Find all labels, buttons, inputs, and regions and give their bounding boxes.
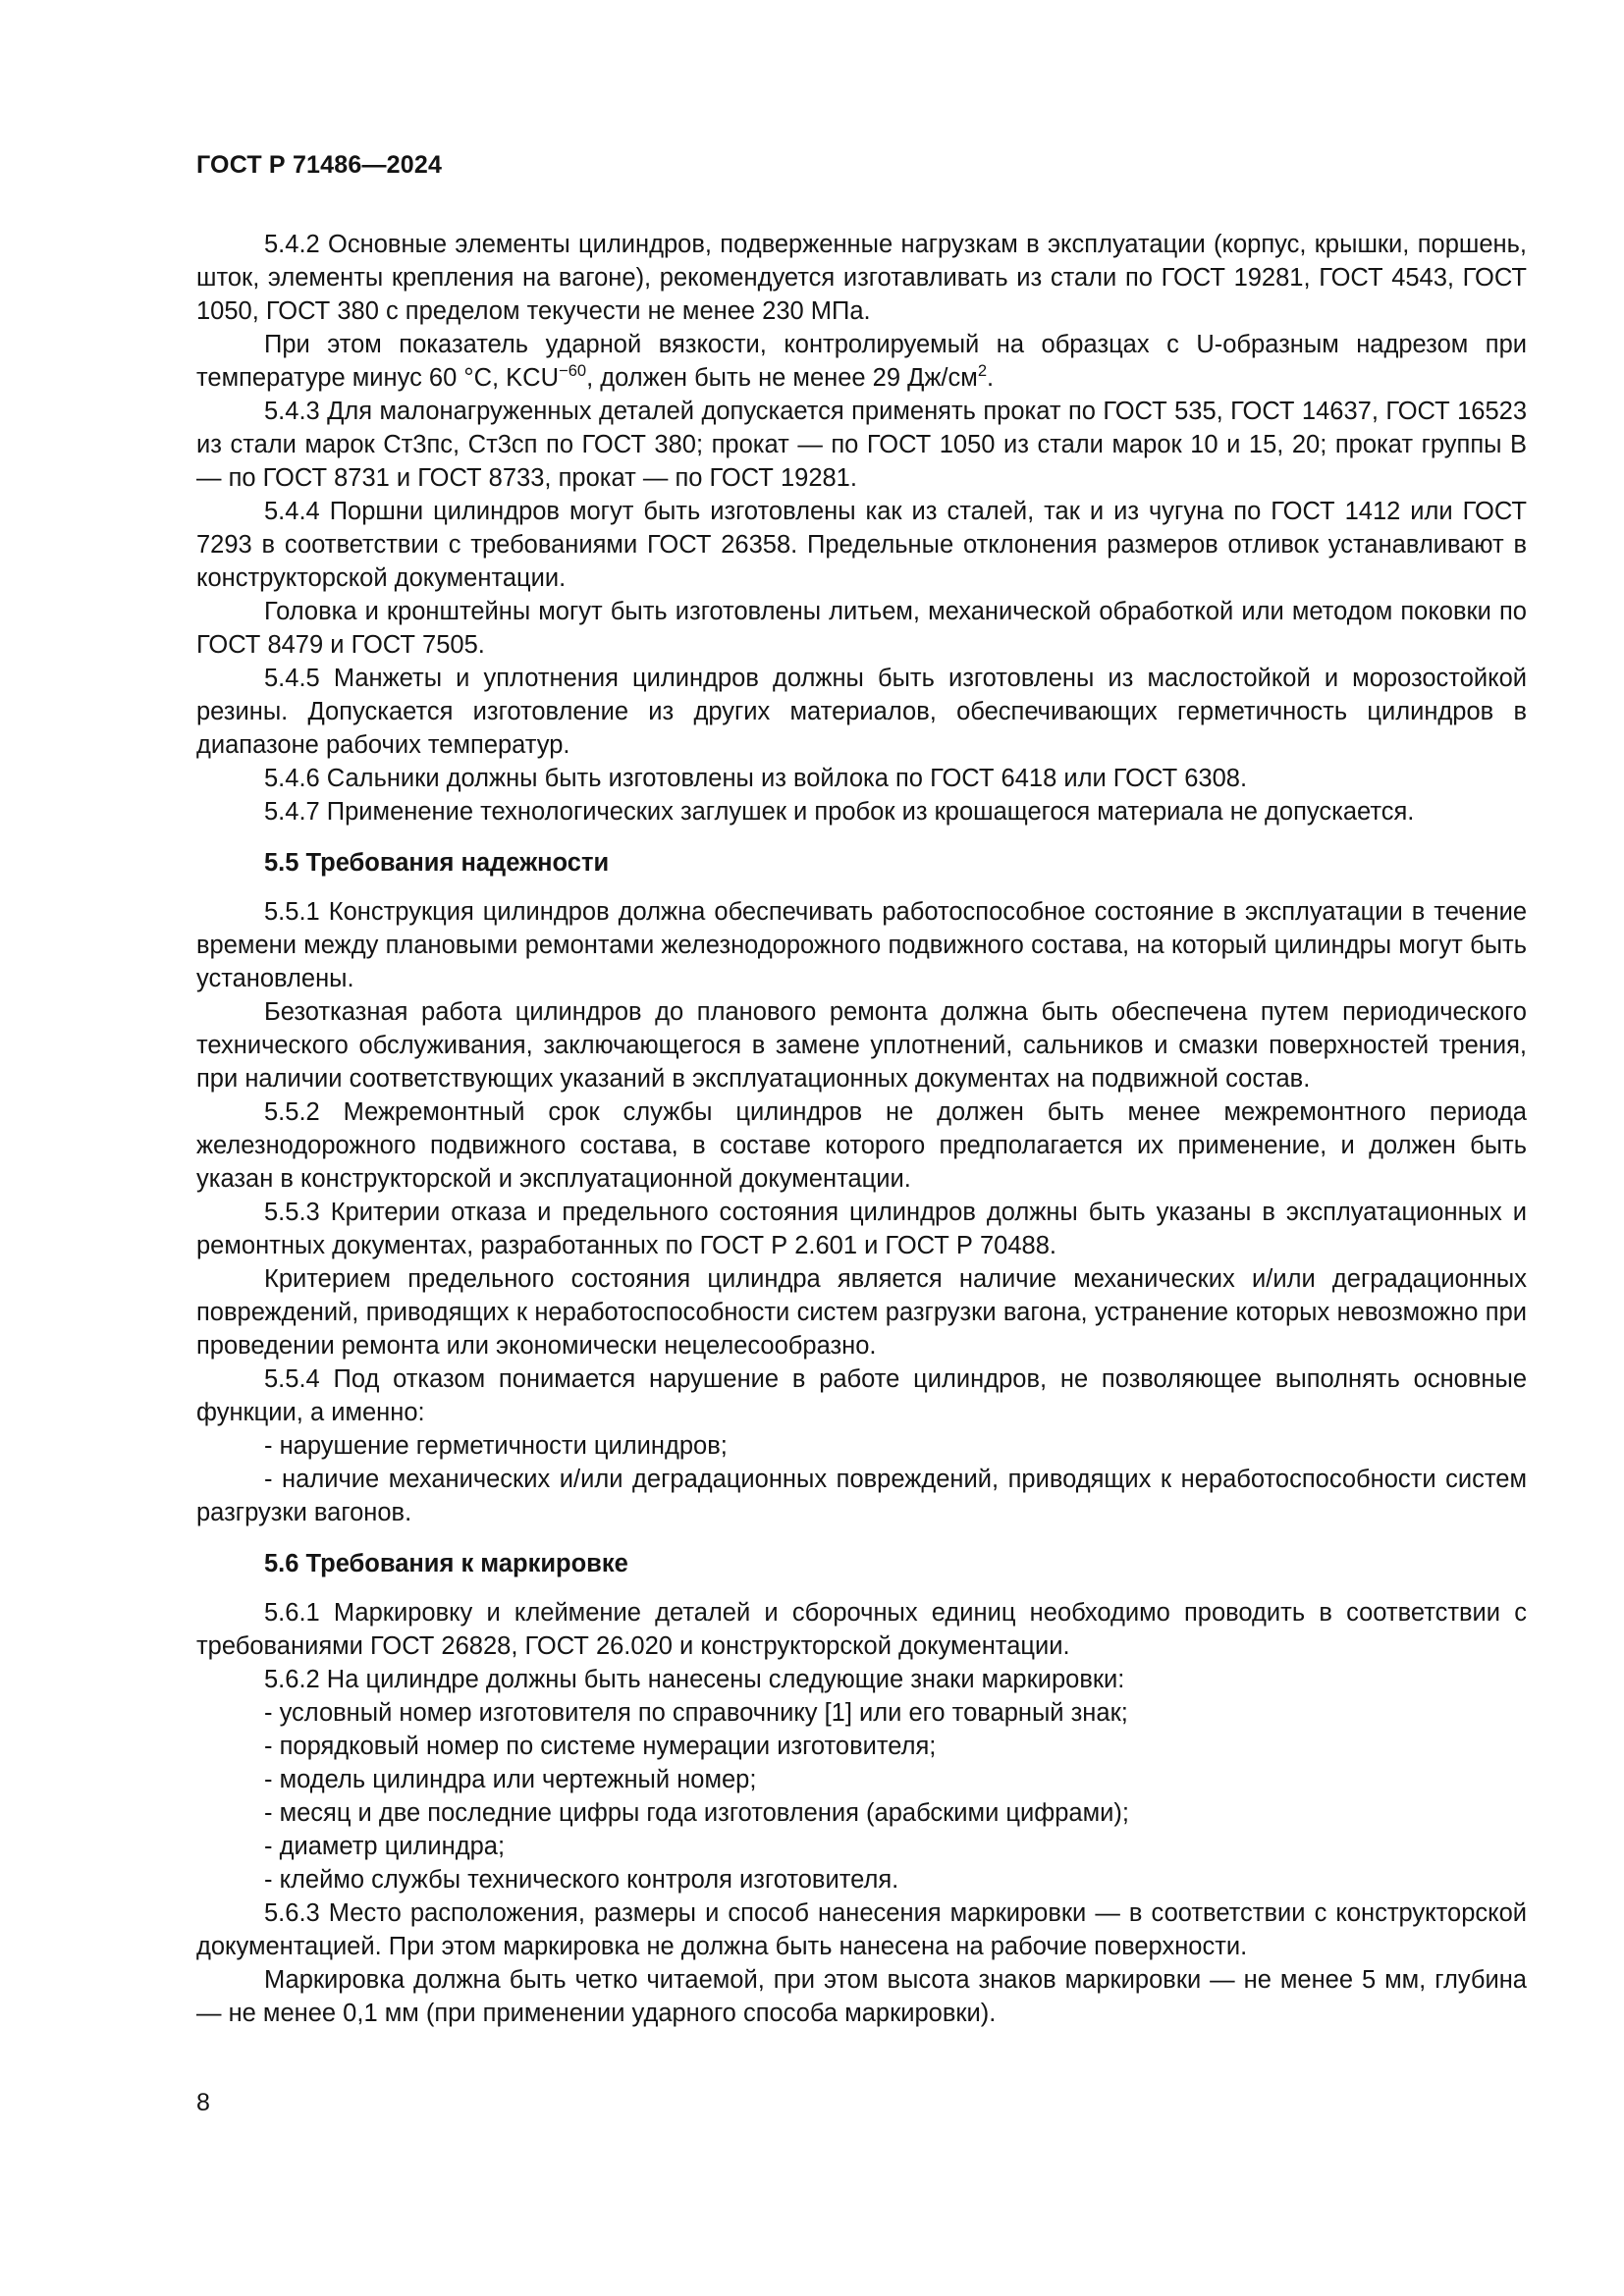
impact-superscript-cm: 2 <box>977 361 988 381</box>
page-number: 8 <box>196 2089 210 2116</box>
impact-superscript-kcu: −60 <box>559 361 587 381</box>
list-item: - месяц и две последние цифры года изготовления (арабскими цифрами); <box>264 1799 1129 1827</box>
paragraph-5-4-6: 5.4.6 Сальники должны быть изготовлены из войлока по ГОСТ 6418 или ГОСТ 6308. <box>264 765 1248 792</box>
paragraph-failure-free: Безотказная работа цилиндров до планового ремонта должна быть обеспечена путем периодического технического обслуживания, заключающегося в замене уплотнений, сальников и смазки поверхностей трения, при наличии соответствующих указаний в эксплуатационных документах на подвижной состав. <box>196 998 1527 1093</box>
list-item: - диаметр цилиндра; <box>264 1833 506 1860</box>
paragraph-impact-toughness <box>196 328 1527 395</box>
list-item: - условный номер изготовителя по справочнику [1] или его товарный знак; <box>264 1699 1128 1727</box>
impact-text-c: . <box>987 364 995 392</box>
paragraph-5-6-1: 5.6.1 Маркировку и клеймение деталей и сборочных единиц необходимо проводить в соответствии с требованиями ГОСТ 26828, ГОСТ 26.020 и конструкторской документации. <box>196 1599 1527 1660</box>
paragraph-5-4-4: 5.4.4 Поршни цилиндров могут быть изготовлены как из сталей, так и из чугуна по ГОСТ 1412 или ГОСТ 7293 в соответствии с требованиями ГОСТ 26358. Предельные отклонения размеров отливок устанавливают в конструкторской документации. <box>196 498 1527 592</box>
paragraph-5-6-2: 5.6.2 На цилиндре должны быть нанесены следующие знаки маркировки: <box>264 1666 1125 1693</box>
document-body <box>196 228 1527 2030</box>
list-item: - клеймо службы технического контроля изготовителя. <box>264 1866 899 1894</box>
paragraph-marking-readability: Маркировка должна быть четко читаемой, при этом высота знаков маркировки — не менее 5 мм, глубина — не менее 0,1 мм (при применении ударного способа маркировки). <box>196 1966 1527 2027</box>
paragraph-5-4-7: 5.4.7 Применение технологических заглушек и пробок из крошащегося материала не допускается. <box>264 798 1415 826</box>
paragraph-5-4-2: 5.4.2 Основные элементы цилиндров, подверженные нагрузкам в эксплуатации (корпус, крышки, поршень, шток, элементы крепления на вагоне), рекомендуется изготавливать из стали по ГОСТ 19281, ГОСТ 4543, ГОСТ 1050, ГОСТ 380 с пределом текучести не менее 230 МПа. <box>196 231 1527 325</box>
paragraph-limit-state: Критерием предельного состояния цилиндра является наличие механических и/или деградационных повреждений, приводящих к неработоспособности систем разгрузки вагона, устранение которых невозможно при проведении ремонта или экономически нецелесообразно. <box>196 1265 1527 1360</box>
list-item: - наличие механических и/или деградационных повреждений, приводящих к неработоспособности систем разгрузки вагонов. <box>196 1466 1527 1526</box>
paragraph-5-4-3: 5.4.3 Для малонагруженных деталей допускается применять прокат по ГОСТ 535, ГОСТ 14637, ГОСТ 16523 из стали марок Ст3пс, Ст3сп по ГОСТ 380; прокат — по ГОСТ 1050 из стали марок 10 и 15, 20; прокат группы В — по ГОСТ 8731 и ГОСТ 8733, прокат — по ГОСТ 19281. <box>196 398 1527 492</box>
paragraph-5-5-2: 5.5.2 Межремонтный срок службы цилиндров не должен быть менее межремонтного периода железнодорожного подвижного состава, в составе которого предполагается их применение, и должен быть указан в конструкторской и эксплуатационной документации. <box>196 1098 1527 1193</box>
paragraph-5-4-5: 5.4.5 Манжеты и уплотнения цилиндров должны быть изготовлены из маслостойкой и морозостойкой резины. Допускается изготовление из других материалов, обеспечивающих герметичность цилиндров в диапазоне рабочих температур. <box>196 665 1527 759</box>
list-item: - нарушение герметичности цилиндров; <box>264 1432 728 1460</box>
paragraph-5-5-3: 5.5.3 Критерии отказа и предельного состояния цилиндров должны быть указаны в эксплуатационных и ремонтных документах, разработанных по ГОСТ Р 2.601 и ГОСТ Р 70488. <box>196 1199 1527 1259</box>
paragraph-5-5-4: 5.5.4 Под отказом понимается нарушение в работе цилиндров, не позволяющее выполнять основные функции, а именно: <box>196 1365 1527 1426</box>
paragraph-5-6-3: 5.6.3 Место расположения, размеры и способ нанесения маркировки — в соответствии с конструкторской документацией. При этом маркировка не должна быть нанесена на рабочие поверхности. <box>196 1899 1527 1960</box>
section-heading-5-6: 5.6 Требования к маркировке <box>264 1550 628 1577</box>
impact-text-b: , должен быть не менее 29 Дж/см <box>586 364 978 392</box>
impact-text-a: При этом показатель ударной вязкости, контролируемый на образцах с U-образным надрезом при температуре минус 60 °С, KCU <box>196 331 1527 392</box>
list-item: - порядковый номер по системе нумерации изготовителя; <box>264 1733 937 1760</box>
list-item: - модель цилиндра или чертежный номер; <box>264 1766 757 1793</box>
paragraph-head-brackets: Головка и кронштейны могут быть изготовлены литьем, механической обработкой или методом поковки по ГОСТ 8479 и ГОСТ 7505. <box>196 598 1527 659</box>
paragraph-5-5-1: 5.5.1 Конструкция цилиндров должна обеспечивать работоспособное состояние в эксплуатации в течение времени между плановыми ремонтами железнодорожного подвижного состава, на который цилиндры могут быть установлены. <box>196 898 1527 992</box>
section-heading-5-5: 5.5 Требования надежности <box>264 849 610 877</box>
document-header: ГОСТ Р 71486—2024 <box>196 151 443 179</box>
